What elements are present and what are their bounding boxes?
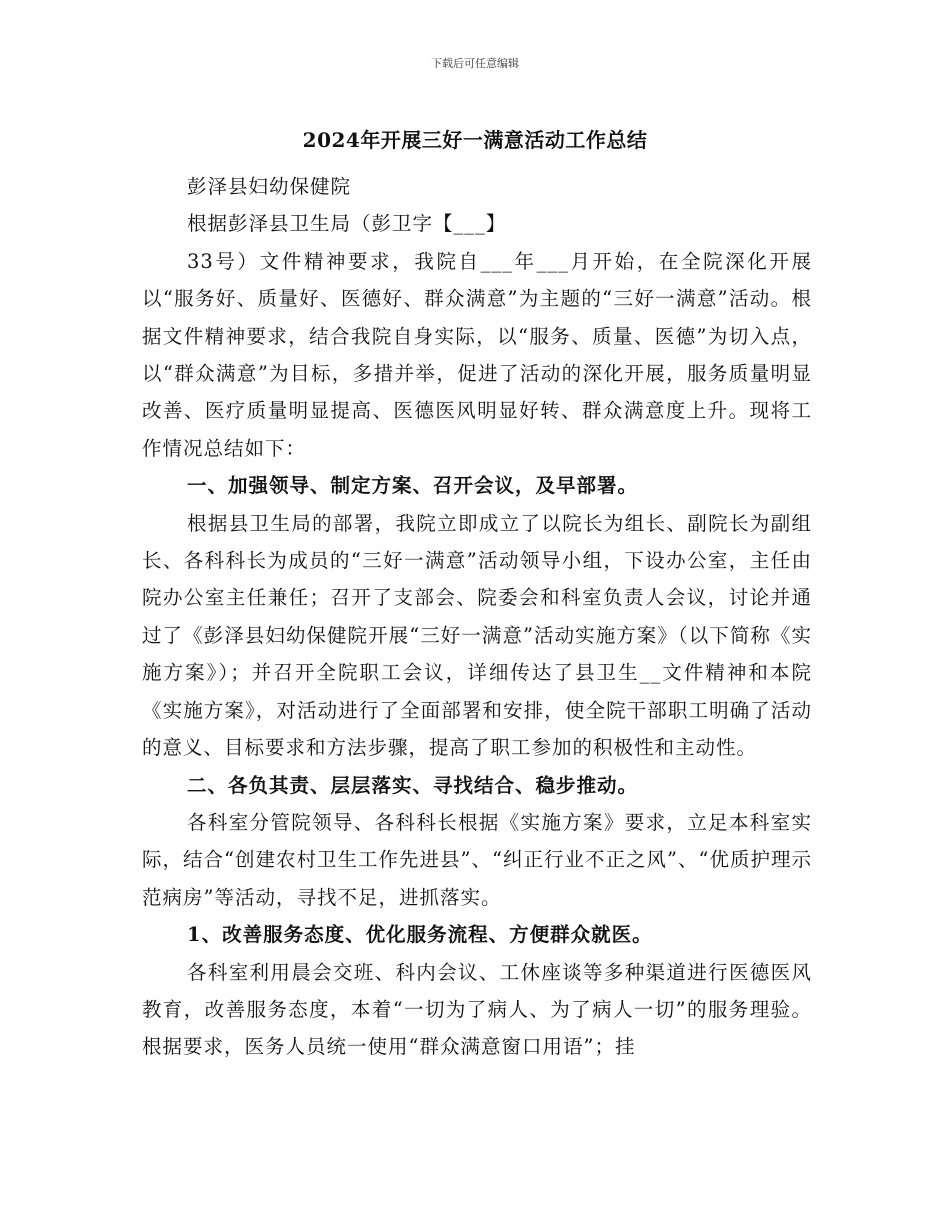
paragraph-section-2: 各科室分管院领导、各科科长根据《实施方案》要求，立足本科室实际，结合“创建农村卫生工作先进县”、“纠正行业不正之风”、“优质护理示范病房”等活动，寻找不足，进抓落实。	[142, 810, 812, 909]
page-header-note: 下载后可任意编辑	[431, 57, 519, 70]
paragraph-subsection-1: 各科室利用晨会交班、科内会议、工休座谈等多种渠道进行医德医风教育，改善服务态度，本着“一切为了病人、为了病人一切”的服务理验。根据要求，医务人员统一使用“群众满意窗口用语”；挂	[142, 960, 812, 1059]
paragraph-section-1: 根据县卫生局的部署，我院立即成立了以院长为组长、副院长为副组长、各科科长为成员的“三好一满意”活动领导小组，下设办公室，主任由院办公室主任兼任；召开了支部会、院委会和科室负责人会议，讨论并通过了《彭泽县妇幼保健院开展“三好一满意”活动实施方案》（以下简称《实施方案》）；并召开全院职工会议，详细传达了县卫生__文件精神和本院《实施方案》，对活动进行了全面部署和安排，使全院干部职工明确了活动的意义、目标要求和方法步骤，提高了职工参加的积极性和主动性。	[142, 511, 812, 760]
organization-name: 彭泽县妇幼保健院	[187, 175, 352, 198]
subsection-heading-1: 1、改善服务态度、优化服务流程、方便群众就医。	[187, 923, 653, 947]
document-body	[142, 168, 812, 1066]
document-title: 2024年开展三好一满意活动工作总结	[302, 128, 648, 152]
section-heading-1: 一、加强领导、制定方案、召开会议，及早部署。	[187, 474, 639, 498]
paragraph-intro-line: 根据彭泽县卫生局（彭卫字【___】	[187, 212, 507, 236]
section-heading-2: 二、各负其责、层层落实、寻找结合、稳步推动。	[187, 773, 639, 797]
paragraph-intro: 33号）文件精神要求，我院自___年___月开始，在全院深化开展以“服务好、质量好、医德好、群众满意”为主题的“三好一满意”活动。根据文件精神要求，结合我院自身实际，以“服务、质量、医德”为切入点，以“群众满意”为目标，多措并举，促进了活动的深化开展，服务质量明显改善、医疗质量明显提高、医德医风明显好转、群众满意度上升。现将工作情况总结如下：	[142, 249, 812, 460]
